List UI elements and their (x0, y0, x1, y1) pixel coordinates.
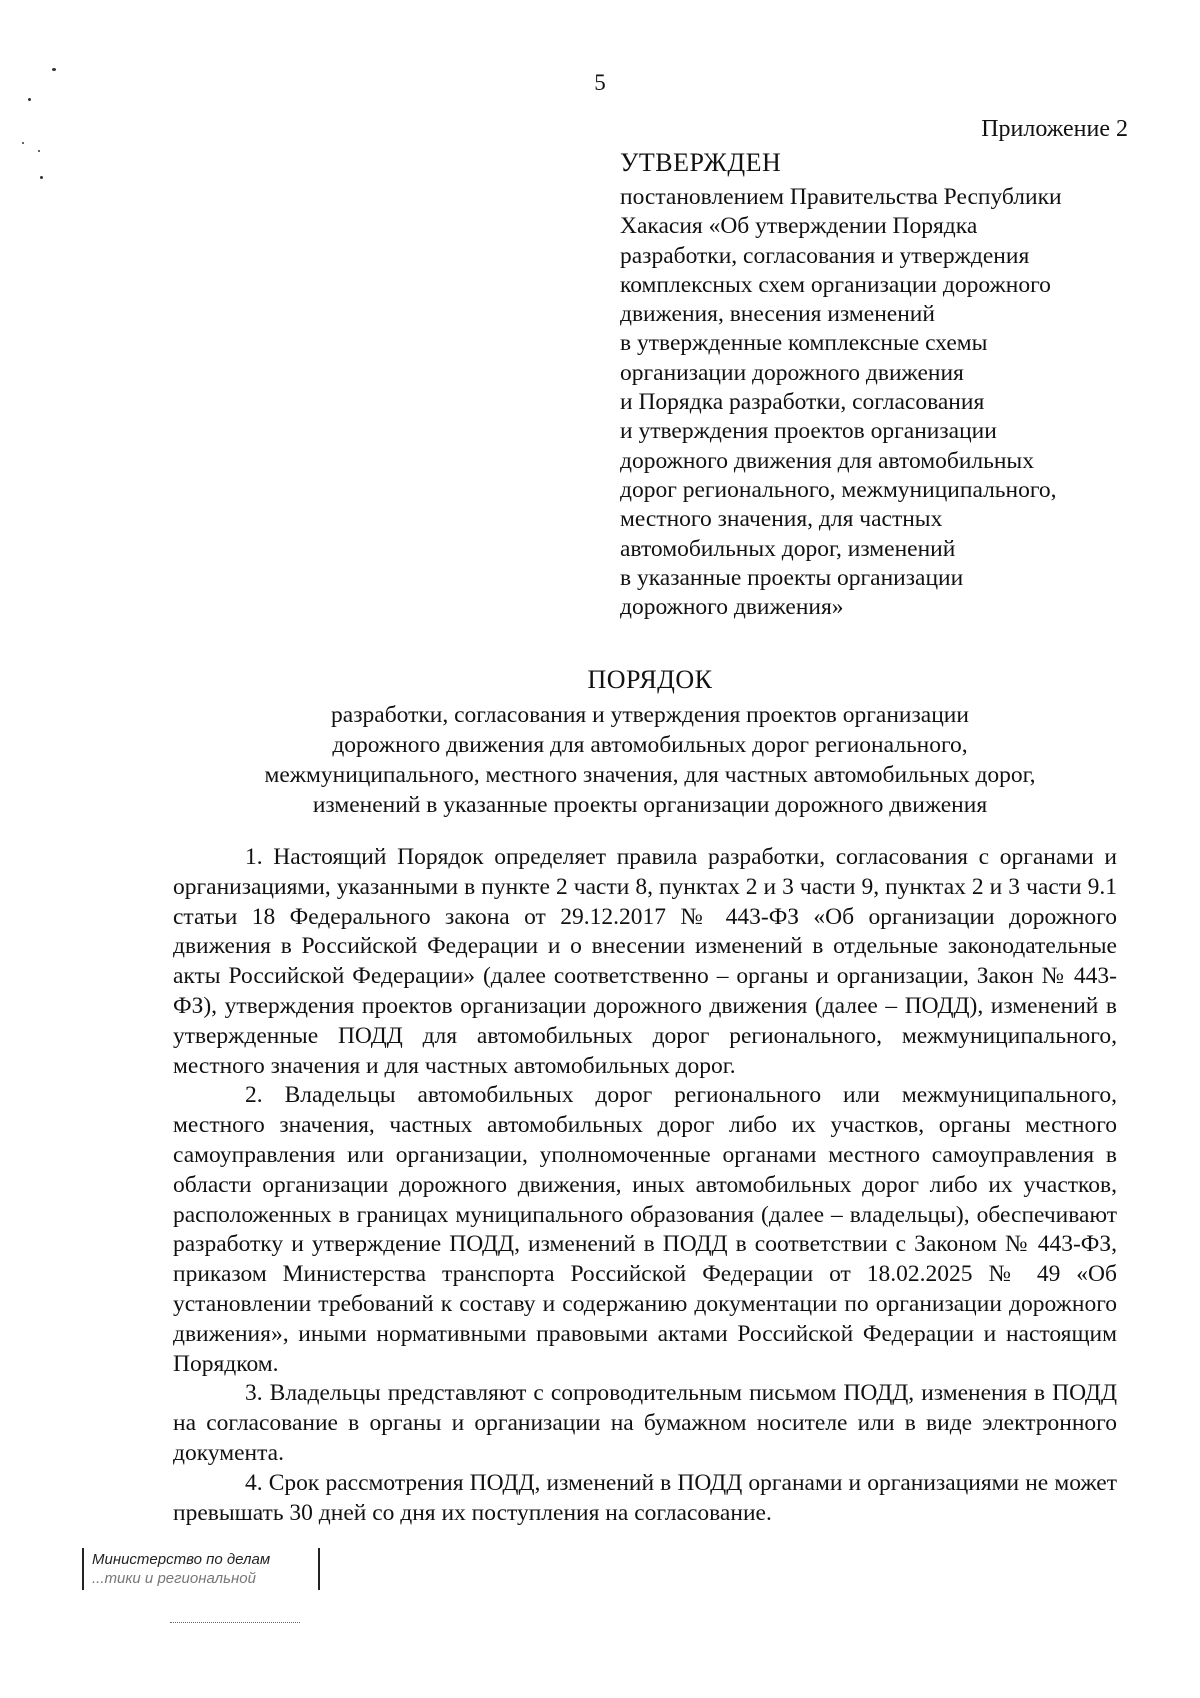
approval-line: местного значения, для частных (620, 506, 943, 533)
approval-line: постановлением Правительства Республики (620, 184, 1062, 210)
paragraph-3: 3. Владельцы представляют с сопроводительным письмом ПОДД, изменения в ПОДД на согласование в органы и организации на бумажном носителе или в виде электронного документа. (173, 1380, 1117, 1466)
subtitle-line: изменений в указанные проекты организации дорожного движения (312, 792, 988, 818)
approval-line: автомобильных дорог, изменений (620, 535, 956, 562)
approval-line: и утверждения проектов организации (620, 418, 997, 445)
stamp-line-2: ...тики и региональной (92, 1570, 256, 1587)
approval-line: и Порядка разработки, согласования (620, 389, 985, 416)
scan-speck (40, 176, 43, 179)
stamp-line-1: Министерство по делам (92, 1551, 271, 1568)
approval-line: разработки, согласования и утверждения (620, 242, 1030, 269)
subtitle-line: дорожного движения для автомобильных дорог регионального, (332, 732, 968, 758)
approval-line: в утвержденные комплексные схемы (620, 330, 988, 357)
subtitle-line: разработки, согласования и утверждения проектов организации (331, 702, 969, 728)
document-title: ПОРЯДОК (587, 665, 713, 694)
ministry-stamp (82, 1548, 320, 1590)
scan-speck (52, 68, 56, 71)
appendix-label: Приложение 2 (981, 116, 1128, 142)
approval-block (620, 143, 1140, 622)
approval-text (620, 183, 1140, 622)
approval-line: дорог регионального, межмуниципального, (620, 476, 1057, 503)
approval-line: движения, внесения изменений (620, 301, 935, 328)
paragraph-4: 4. Срок рассмотрения ПОДД, изменений в ПОДД органами и организациями не может превышать 30 дней со дня их поступления на согласование. (173, 1469, 1117, 1526)
stamp-underline (170, 1622, 300, 1623)
approval-line: дорожного движения» (620, 594, 844, 621)
document-title-block (0, 660, 1200, 820)
approval-line: дорожного движения для автомобильных (620, 447, 1034, 474)
paragraph-1: 1. Настоящий Порядок определяет правила разработки, согласования с органами и организациями, указанными в пункте 2 части 8, пунктах 2 и 3 части 9, пунктах 2 и 3 части 9.1 статьи 18 Федерального закона от 29.12.2017 № 443-ФЗ «Об организации дорожного движения в Российской Федерации и о внесении изменений в отдельные законодательные акты Российской Федерации» (далее соответственно – органы и организации, Закон № 443-ФЗ), утверждения проектов организации дорожного движения (далее – ПОДД), изменений в утвержденные ПОДД для автомобильных дорог регионального, межмуниципального, местного значения и для частных автомобильных дорог. (173, 844, 1117, 1079)
approval-line: комплексных схем организации дорожного (620, 271, 1051, 298)
approval-title: УТВЕРЖДЕН (620, 148, 782, 177)
scan-speck (28, 98, 31, 101)
document-subtitle (0, 700, 1200, 820)
approval-line: в указанные проекты организации (620, 564, 964, 591)
scan-speck (38, 150, 40, 152)
page-number: 5 (594, 70, 606, 95)
subtitle-line: межмуниципального, местного значения, для частных автомобильных дорог, (264, 762, 1036, 788)
approval-line: Хакасия «Об утверждении Порядка (620, 213, 978, 240)
paragraph-2: 2. Владельцы автомобильных дорог регионального или межмуниципального, местного значения, частных автомобильных дорог либо их участков, органы местного самоуправления или организации, уполномоченные органами местного самоуправления в области организации дорожного движения, иных автомобильных дорог либо их участков, расположенных в границах муниципального образования (далее – владельцы), обеспечивают разработку и утверждение ПОДД, изменений в ПОДД в соответствии с Законом № 443-ФЗ, приказом Министерства транспорта Российской Федерации от 18.02.2025 № 49 «Об установлении требований к составу и содержанию документации по организации дорожного движения», иными нормативными правовыми актами Российской Федерации и настоящим Порядком. (173, 1082, 1117, 1377)
scan-speck (22, 142, 24, 144)
approval-line: организации дорожного движения (620, 359, 964, 386)
document-body (173, 843, 1117, 1528)
